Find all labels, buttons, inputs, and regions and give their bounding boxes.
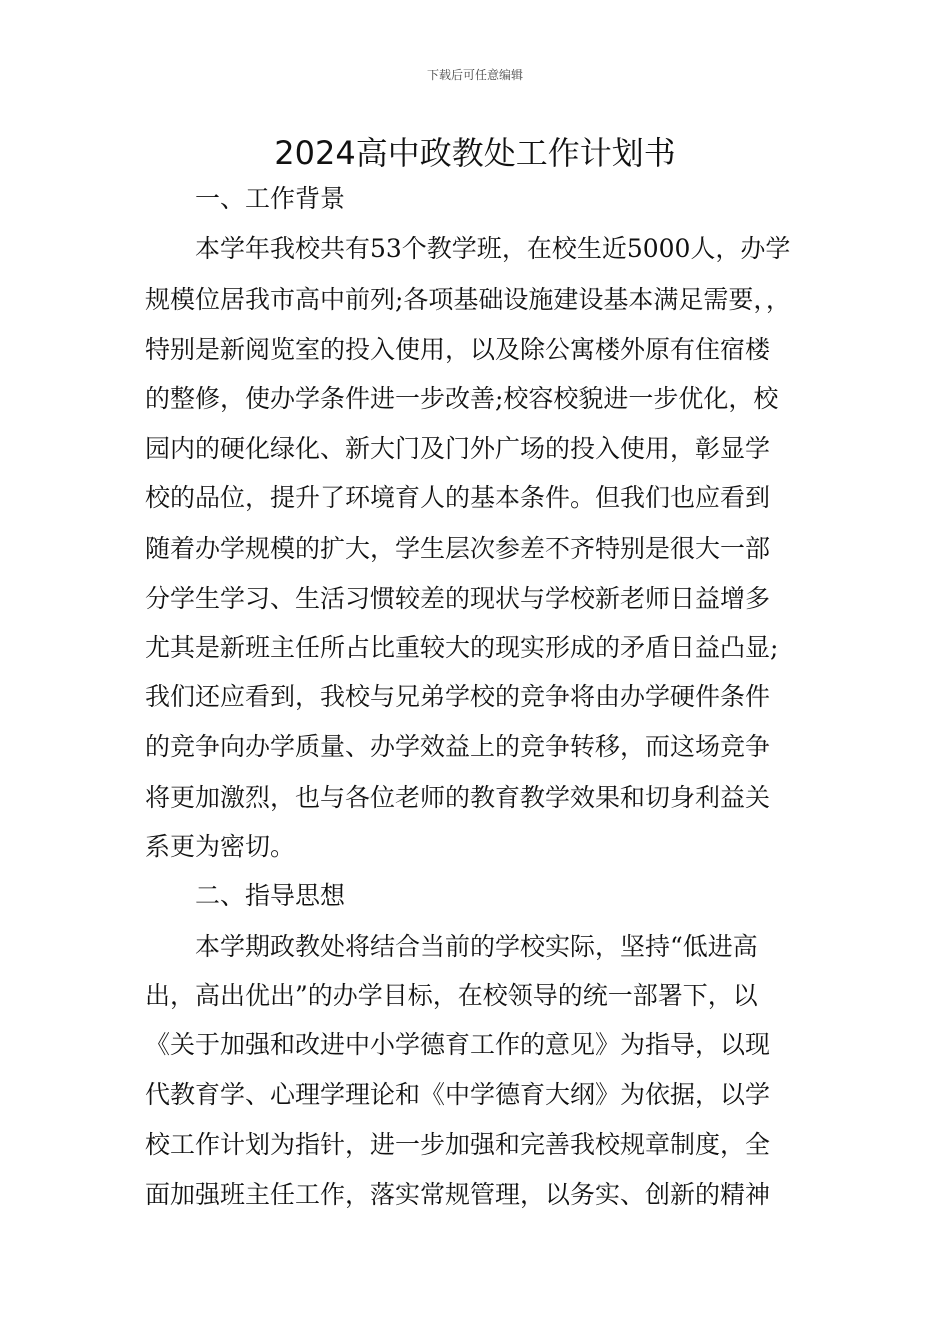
paragraph-line: 本学年我校共有53个教学班，在校生近5000人，办学 [195,234,791,263]
paragraph-line: 面加强班主任工作，落实常规管理，以务实、创新的精神 [145,1180,771,1209]
paragraph-line: 的整修，使办学条件进一步改善;校容校貌进一步优化，校 [145,384,779,413]
paragraph-line: 的竞争向办学质量、办学效益上的竞争转移，而这场竞争 [145,732,771,761]
page-header: 下载后可任意编辑 [426,68,523,82]
paragraph-line: 代教育学、心理学理论和《中学德育大纲》为依据，以学 [145,1080,771,1109]
section-heading-background: 一、工作背景 [195,184,346,213]
paragraph-line: 尤其是新班主任所占比重较大的现实形成的矛盾日益凸显; [145,633,779,662]
paragraph-line: 将更加激烈，也与各位老师的教育教学效果和切身利益关 [145,783,771,812]
paragraph-line: 校工作计划为指针，进一步加强和完善我校规章制度，全 [145,1130,771,1159]
paragraph-line: 规模位居我市高中前列;各项基础设施建设基本满足需要，， [145,285,791,314]
paragraph-line: 《关于加强和改进中小学德育工作的意见》为指导，以现 [145,1030,771,1059]
document-title: 2024高中政教处工作计划书 [274,134,676,172]
paragraph-line: 校的品位，提升了环境育人的基本条件。但我们也应看到 [145,483,771,512]
paragraph-line: 分学生学习、生活习惯较差的现状与学校新老师日益增多 [145,584,771,613]
paragraph-line: 随着办学规模的扩大，学生层次参差不齐特别是很大一部 [145,534,771,563]
paragraph-line: 特别是新阅览室的投入使用，以及除公寓楼外原有住宿楼 [145,335,771,364]
paragraph-line: 出，高出优出”的办学目标，在校领导的统一部署下，以 [145,981,758,1010]
paragraph-line: 本学期政教处将结合当前的学校实际，坚持“低进高 [195,932,758,961]
paragraph-line: 系更为密切。 [145,832,296,861]
section-heading-guiding-ideology: 二、指导思想 [195,881,346,910]
paragraph-line: 我们还应看到，我校与兄弟学校的竞争将由办学硬件条件 [145,682,771,711]
paragraph-line: 园内的硬化绿化、新大门及门外广场的投入使用，彰显学 [145,434,771,463]
